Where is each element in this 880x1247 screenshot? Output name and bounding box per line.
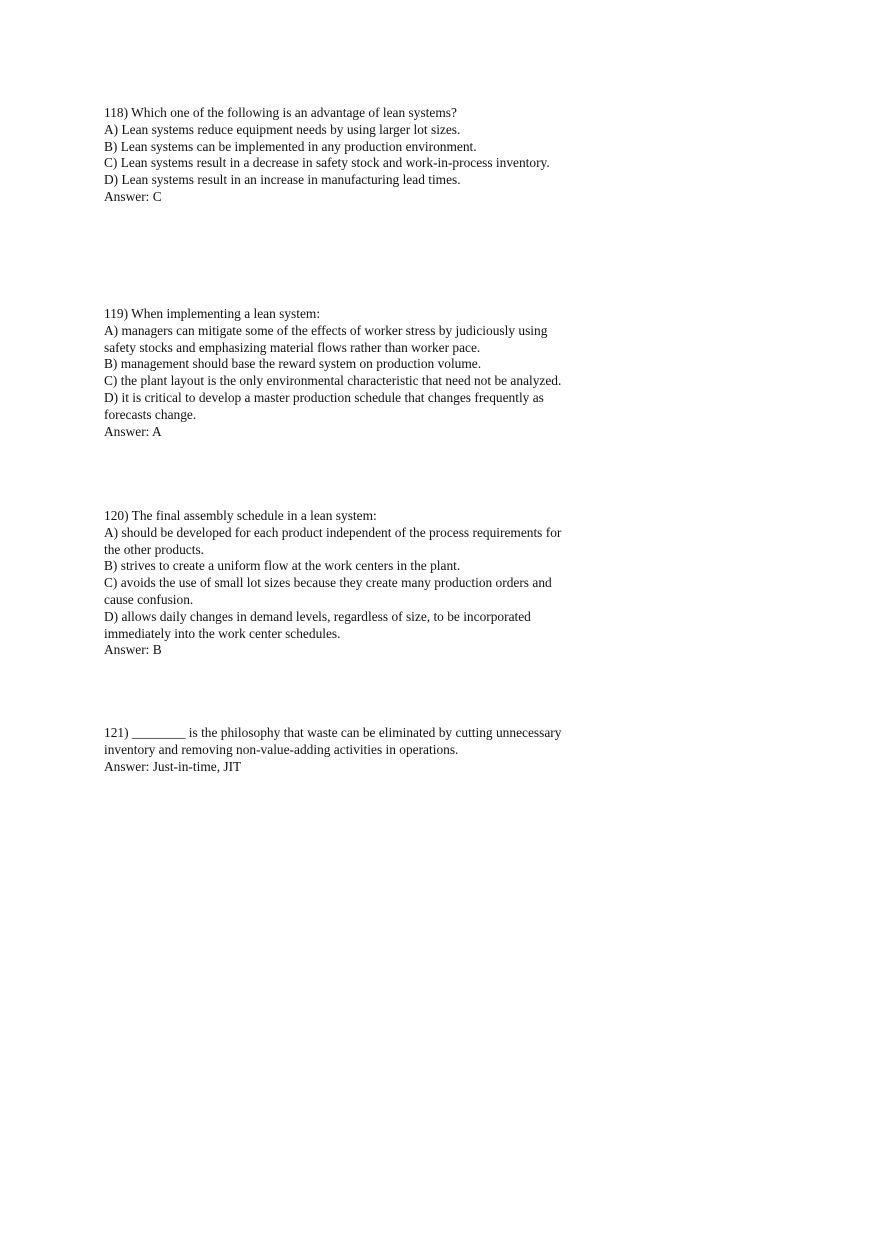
question-119-option-a: A) managers can mitigate some of the effects of worker stress by judiciously using — [104, 322, 548, 338]
question-120 — [104, 508, 624, 659]
question-119-stem: 119) When implementing a lean system: — [104, 306, 321, 321]
question-121-stem-cont: inventory and removing non-value-adding activities in operations. — [104, 741, 459, 757]
question-121 — [104, 725, 624, 775]
question-119-option-c: C) the plant layout is the only environmental characteristic that need not be analyzed. — [104, 373, 562, 389]
question-118-option-a: A) Lean systems reduce equipment needs by using larger lot sizes. — [104, 121, 461, 137]
question-118-option-c: C) Lean systems result in a decrease in safety stock and work-in-process inventory. — [104, 155, 550, 171]
question-119-option-a-cont: safety stocks and emphasizing material flows rather than worker pace. — [104, 339, 481, 355]
question-119-answer: Answer: A — [104, 423, 162, 439]
question-120-option-d: D) allows daily changes in demand levels, regardless of size, to be incorporated — [104, 608, 531, 624]
question-120-option-a: A) should be developed for each product independent of the process requirements for — [104, 524, 562, 540]
question-120-option-a-cont: the other products. — [104, 541, 205, 557]
question-121-stem: 121) ________ is the philosophy that waste can be eliminated by cutting unnecessary — [104, 725, 562, 740]
question-120-option-b: B) strives to create a uniform flow at the work centers in the plant. — [104, 558, 461, 574]
question-120-option-c-cont: cause confusion. — [104, 591, 194, 607]
question-118-option-d: D) Lean systems result in an increase in manufacturing lead times. — [104, 172, 461, 188]
question-120-option-c: C) avoids the use of small lot sizes because they create many production orders and — [104, 575, 552, 591]
question-119 — [104, 306, 624, 440]
question-120-stem: 120) The final assembly schedule in a lean system: — [104, 508, 377, 523]
question-121-answer: Answer: Just-in-time, JIT — [104, 758, 242, 774]
question-120-answer: Answer: B — [104, 642, 162, 658]
question-118-stem: 118) Which one of the following is an advantage of lean systems? — [104, 105, 457, 120]
question-119-option-b: B) management should base the reward system on production volume. — [104, 356, 482, 372]
question-118-answer: Answer: C — [104, 188, 162, 204]
question-119-option-d-cont: forecasts change. — [104, 406, 197, 422]
question-119-option-d: D) it is critical to develop a master production schedule that changes frequently as — [104, 389, 544, 405]
question-120-option-d-cont: immediately into the work center schedules. — [104, 625, 341, 641]
question-118-option-b: B) Lean systems can be implemented in any production environment. — [104, 138, 477, 154]
question-118 — [104, 105, 624, 206]
